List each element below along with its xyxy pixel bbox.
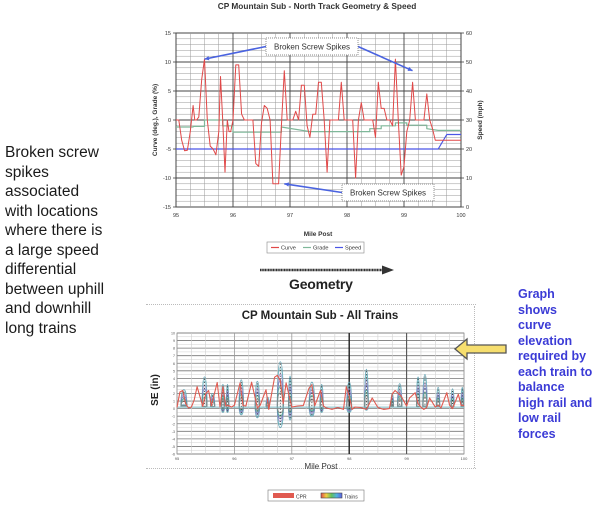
svg-text:96: 96 xyxy=(232,456,237,461)
geometry-y-axis-label: Curve (deg.), Grade (%) xyxy=(152,83,159,157)
svg-text:10: 10 xyxy=(466,176,473,182)
callout-text: Broken Screw Spikes xyxy=(349,188,427,198)
svg-text:97: 97 xyxy=(286,213,294,219)
svg-text:15: 15 xyxy=(164,31,171,37)
svg-text:1: 1 xyxy=(173,399,175,404)
se-chart-legend xyxy=(268,490,364,501)
right-note-line: low rail xyxy=(518,411,562,425)
right-annotation-text xyxy=(518,287,600,442)
svg-text:5: 5 xyxy=(173,369,175,374)
left-note-line: differential xyxy=(5,261,77,278)
svg-text:50: 50 xyxy=(466,60,473,66)
svg-text:20: 20 xyxy=(466,147,473,153)
left-note-line: Broken screw xyxy=(5,144,99,161)
svg-text:-6: -6 xyxy=(171,452,175,457)
legend-item-cpr: CPR xyxy=(296,494,307,501)
svg-text:60: 60 xyxy=(466,31,473,37)
se-y-axis-label: SE (in) xyxy=(150,374,161,406)
legend-item-trains: Trains xyxy=(344,494,358,501)
svg-text:-4: -4 xyxy=(171,437,175,442)
left-note-line: and downhill xyxy=(5,300,92,317)
right-note-line: high rail and xyxy=(518,395,593,410)
legend-item-curve: Curve xyxy=(281,245,296,252)
right-note-line: balance xyxy=(518,380,565,394)
svg-text:98: 98 xyxy=(346,456,352,461)
svg-text:100: 100 xyxy=(460,456,468,461)
right-note-line: elevation xyxy=(518,333,573,348)
left-note-line: where there is xyxy=(5,222,103,239)
svg-text:99: 99 xyxy=(404,456,409,461)
geometry-speed-chart xyxy=(140,0,485,258)
svg-text:-2: -2 xyxy=(171,422,175,427)
left-note-line: associated xyxy=(5,183,80,200)
svg-text:-15: -15 xyxy=(163,205,171,211)
left-note-line: spikes xyxy=(5,163,49,181)
left-note-line: between uphill xyxy=(5,280,105,298)
svg-text:40: 40 xyxy=(466,89,473,95)
svg-text:7: 7 xyxy=(173,354,175,359)
svg-text:3: 3 xyxy=(173,384,175,389)
se-x-axis-label: Mile Post xyxy=(304,462,338,471)
svg-text:0: 0 xyxy=(466,205,470,211)
geometry-x-axis-label: Mile Post xyxy=(303,231,333,238)
svg-text:-1: -1 xyxy=(171,414,175,419)
yellow-callout-arrow-icon xyxy=(453,337,509,361)
right-note-line: shows xyxy=(518,302,557,317)
geometry-label: Geometry xyxy=(289,276,353,292)
svg-text:10: 10 xyxy=(164,60,171,66)
right-note-line: Graph xyxy=(518,287,555,301)
legend-item-speed: Speed xyxy=(345,245,362,252)
svg-text:5: 5 xyxy=(167,89,171,95)
se-y-axis-label-holder xyxy=(148,370,162,410)
svg-text:10: 10 xyxy=(171,331,175,336)
svg-text:96: 96 xyxy=(229,213,237,219)
svg-text:97: 97 xyxy=(289,456,295,461)
svg-text:98: 98 xyxy=(343,213,351,219)
right-note-line: curve xyxy=(518,318,552,332)
geometry-y2-axis-label: Speed (mph) xyxy=(477,100,484,140)
svg-text:0: 0 xyxy=(173,407,175,412)
svg-text:99: 99 xyxy=(400,213,408,219)
svg-text:-5: -5 xyxy=(171,444,175,449)
svg-text:6: 6 xyxy=(173,361,175,366)
svg-text:95: 95 xyxy=(174,456,180,461)
svg-text:4: 4 xyxy=(173,376,175,381)
svg-text:95: 95 xyxy=(172,213,180,219)
right-note-line: forces xyxy=(518,426,556,441)
svg-text:8: 8 xyxy=(173,346,175,351)
right-note-line: each train to xyxy=(518,364,593,379)
svg-text:-3: -3 xyxy=(171,429,175,434)
left-note-line: with locations xyxy=(5,202,99,220)
svg-text:9: 9 xyxy=(173,339,175,344)
callout-text: Broken Screw Spikes xyxy=(273,42,351,52)
svg-text:0: 0 xyxy=(167,118,171,124)
all-trains-se-chart xyxy=(140,300,475,507)
svg-text:-5: -5 xyxy=(166,147,171,153)
left-annotation-text xyxy=(5,143,145,338)
svg-text:2: 2 xyxy=(173,392,175,396)
right-note-line: required by xyxy=(518,349,587,363)
left-note-line: a large speed xyxy=(5,241,99,259)
legend-item-grade: Grade xyxy=(313,245,329,252)
se-chart-title: CP Mountain Sub - All Trains xyxy=(241,310,399,322)
svg-text:100: 100 xyxy=(456,213,466,219)
svg-text:-10: -10 xyxy=(163,176,171,182)
svg-text:30: 30 xyxy=(466,118,473,124)
left-note-line: long trains xyxy=(5,319,77,337)
geometry-direction-arrow-icon xyxy=(258,264,398,276)
geometry-chart-legend xyxy=(267,242,364,253)
geometry-chart-title: CP Mountain Sub - North Track Geometry & Speed xyxy=(217,1,417,11)
